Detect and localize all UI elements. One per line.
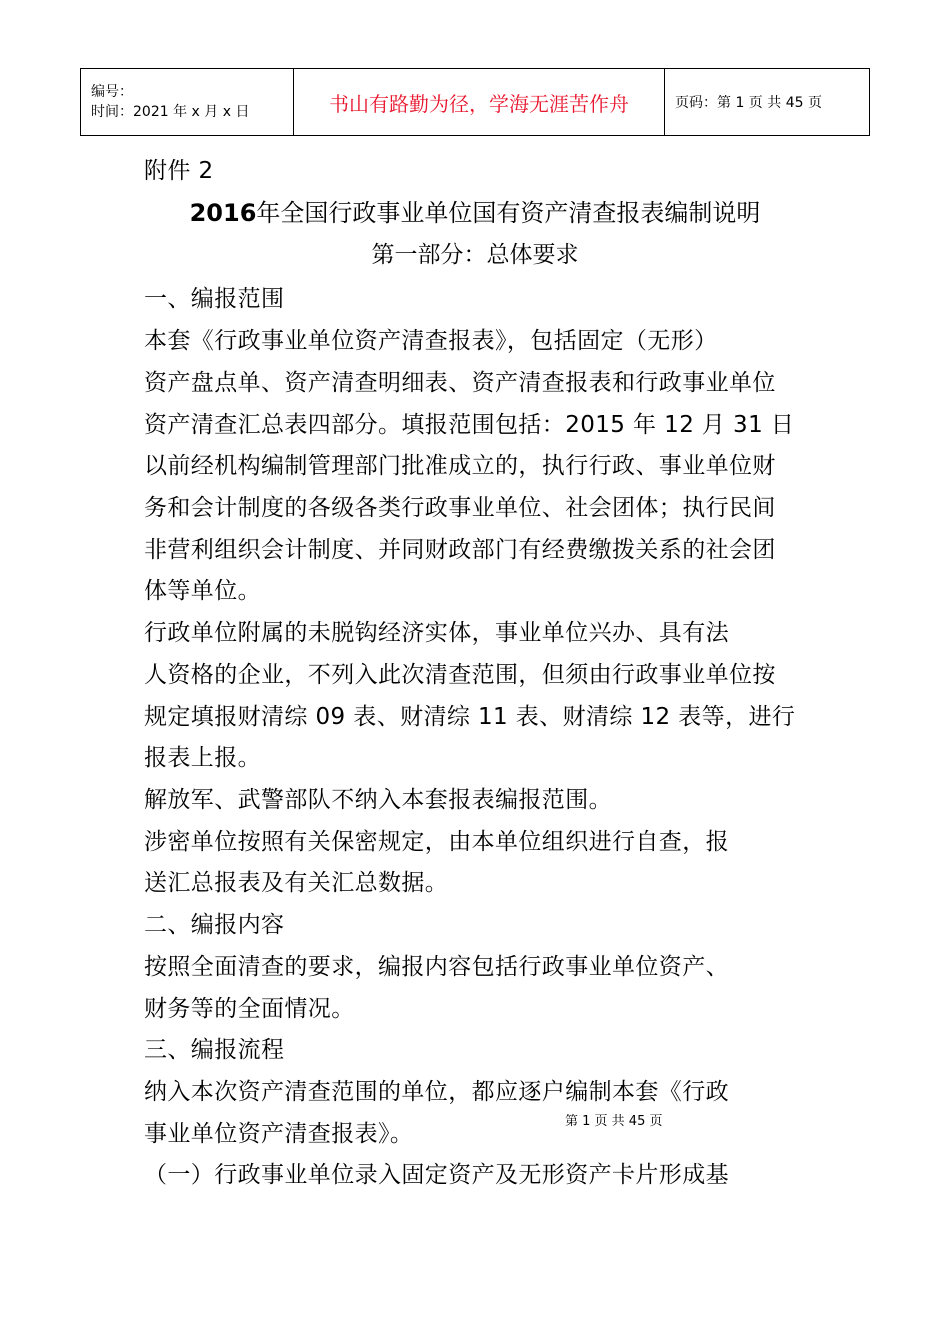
page-footer: 第 1 页 共 45 页 — [565, 1114, 663, 1129]
paragraph-line: 涉密单位按照有关保密规定，由本单位组织进行自查，报 — [144, 829, 729, 855]
paragraph-line: 事业单位资产清查报表》。 — [144, 1121, 414, 1147]
paragraph-line: 财务等的全面情况。 — [144, 996, 355, 1022]
part-title: 第一部分：总体要求 — [371, 242, 579, 268]
paragraph-line: 规定填报财清综 09 表、财清综 11 表、财清综 12 表等，进行 — [144, 704, 796, 730]
paragraph-line: 本套《行政事业单位资产清查报表》，包括固定（无形） — [144, 328, 718, 354]
title-year: 2016 — [189, 199, 257, 227]
paragraph-line: 送汇总报表及有关汇总数据。 — [144, 870, 449, 896]
paragraph-line: 非营利组织会计制度、并同财政部门有经费缴拨关系的社会团 — [144, 537, 776, 563]
code-label: 编号： — [91, 84, 133, 100]
paragraph-line: 以前经机构编制管理部门批准成立的，执行行政、事业单位财 — [144, 453, 776, 479]
header-table — [80, 68, 870, 136]
paragraph-line: 人资格的企业，不列入此次清查范围，但须由行政事业单位按 — [144, 662, 776, 688]
paragraph-line: 报表上报。 — [144, 745, 261, 771]
time-label: 时间：2021 年 x 月 x 日 — [91, 104, 250, 120]
paragraph-line: 务和会计制度的各级各类行政事业单位、社会团体；执行民间 — [144, 495, 776, 521]
title-text: 年全国行政事业单位国有资产清查报表编制说明 — [256, 199, 761, 227]
section-heading-1: 一、编报范围 — [144, 286, 285, 312]
section-heading-2: 二、编报内容 — [144, 912, 285, 938]
paragraph-line: 按照全面清查的要求，编报内容包括行政事业单位资产、 — [144, 954, 729, 980]
paragraph-line: 行政单位附属的未脱钩经济实体，事业单位兴办、具有法 — [144, 620, 729, 646]
paragraph-line: 资产清查汇总表四部分。填报范围包括：2015 年 12 月 31 日 — [144, 412, 795, 438]
motto: 书山有路勤为径，学海无涯苦作舟 — [294, 69, 665, 136]
paragraph-line: 解放军、武警部队不纳入本套报表编报范围。 — [144, 787, 612, 813]
paragraph-line: （一）行政事业单位录入固定资产及无形资产卡片形成基 — [144, 1162, 729, 1188]
section-heading-3: 三、编报流程 — [144, 1037, 285, 1063]
paragraph-line: 资产盘点单、资产清查明细表、资产清查报表和行政事业单位 — [144, 370, 776, 396]
paragraph-line: 体等单位。 — [144, 578, 261, 604]
attachment-label: 附件 2 — [144, 158, 214, 184]
paragraph-line: 纳入本次资产清查范围的单位，都应逐户编制本套《行政 — [144, 1079, 729, 1105]
header-meta-cell — [81, 69, 294, 136]
document-title — [0, 197, 950, 229]
page-info: 页码：第 1 页 共 45 页 — [665, 69, 870, 136]
